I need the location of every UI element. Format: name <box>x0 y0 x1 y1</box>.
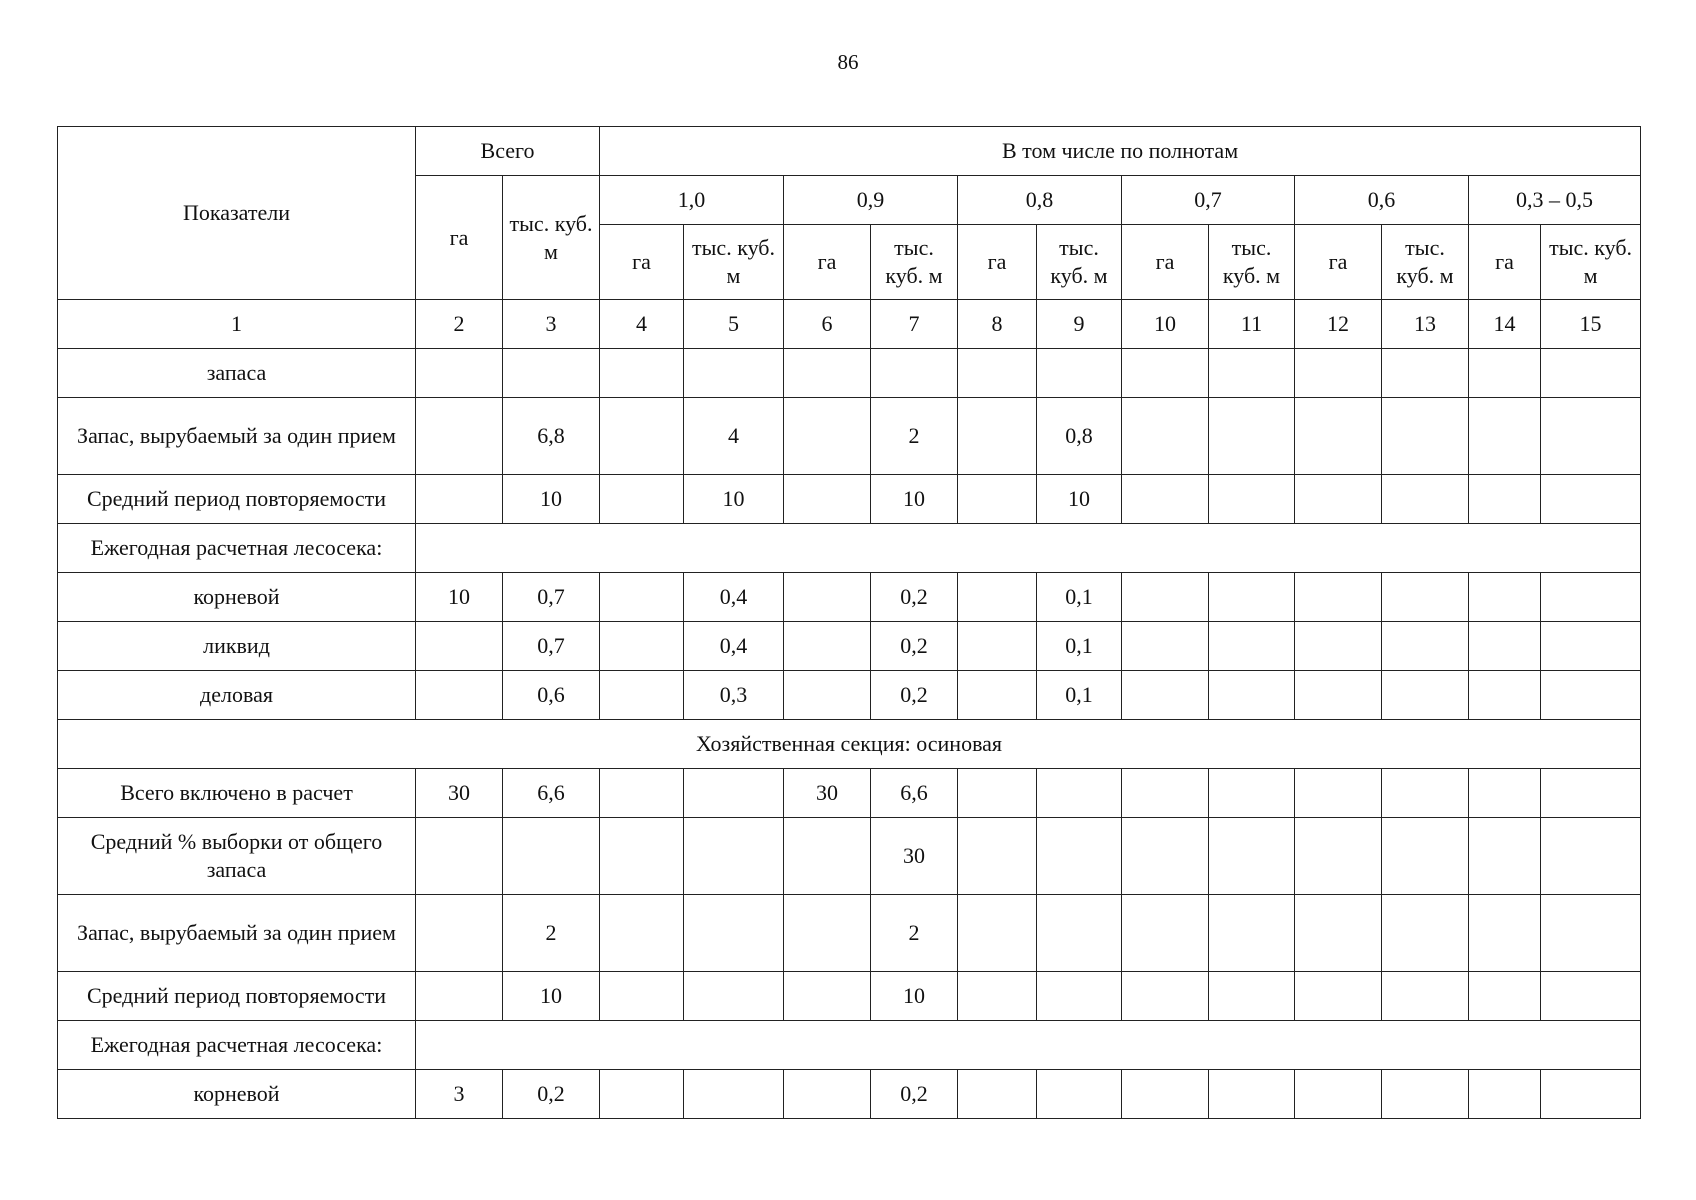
table-cell <box>1209 398 1295 475</box>
table-cell <box>1295 475 1382 524</box>
row-label: корневой <box>58 573 416 622</box>
row-label: запаса <box>58 349 416 398</box>
table-cell: 3 <box>416 1070 503 1119</box>
table-cell <box>1295 769 1382 818</box>
table-cell <box>1037 1070 1122 1119</box>
header-unit-vol: тыс. куб. м <box>1037 225 1122 300</box>
table-cell <box>1037 818 1122 895</box>
table-cell <box>1382 573 1469 622</box>
table-cell <box>784 1070 871 1119</box>
table-cell <box>1122 895 1209 972</box>
table-cell <box>416 895 503 972</box>
table-cell <box>1209 573 1295 622</box>
table-cell <box>600 622 684 671</box>
table-cell <box>416 398 503 475</box>
table-cell <box>600 573 684 622</box>
table-cell: 10 <box>416 573 503 622</box>
section-row <box>58 720 1641 769</box>
header-unit-ha: га <box>1122 225 1209 300</box>
table-row <box>58 524 1641 573</box>
row-label: Средний период повторяемости <box>58 475 416 524</box>
table-cell <box>684 1070 784 1119</box>
row-label: Всего включено в расчет <box>58 769 416 818</box>
header-unit-vol: тыс. куб. м <box>871 225 958 300</box>
column-number: 7 <box>871 300 958 349</box>
header-unit-ha: га <box>784 225 871 300</box>
column-number: 14 <box>1469 300 1541 349</box>
table-cell <box>958 475 1037 524</box>
table-cell <box>1382 622 1469 671</box>
table-cell: 0,2 <box>503 1070 600 1119</box>
header-density-0-9: 0,9 <box>784 176 958 225</box>
header-unit-vol: тыс. куб. м <box>1382 225 1469 300</box>
table-cell <box>684 818 784 895</box>
header-density-0-8: 0,8 <box>958 176 1122 225</box>
table-cell: 30 <box>784 769 871 818</box>
table-row <box>58 398 1641 475</box>
table-cell: 0,7 <box>503 622 600 671</box>
table-cell <box>1469 475 1541 524</box>
table-cell <box>600 818 684 895</box>
table-row <box>58 895 1641 972</box>
table-cell <box>1209 1070 1295 1119</box>
table-cell <box>1382 769 1469 818</box>
table-cell: 10 <box>503 972 600 1021</box>
column-number: 2 <box>416 300 503 349</box>
table-cell <box>416 349 503 398</box>
table-cell <box>958 1070 1037 1119</box>
header-unit-vol: тыс. куб. м <box>1209 225 1295 300</box>
column-number: 5 <box>684 300 784 349</box>
header-unit-ha: га <box>958 225 1037 300</box>
table-cell <box>958 349 1037 398</box>
table-cell: 0,2 <box>871 671 958 720</box>
table-cell: 0,4 <box>684 573 784 622</box>
row-label: Запас, вырубаемый за один прием <box>58 895 416 972</box>
table-cell <box>1122 1070 1209 1119</box>
table-cell <box>958 622 1037 671</box>
table-cell <box>1037 972 1122 1021</box>
row-label: Ежегодная расчетная лесосека: <box>58 1021 416 1070</box>
table-cell: 30 <box>416 769 503 818</box>
header-density-0-6: 0,6 <box>1295 176 1469 225</box>
table-cell <box>503 349 600 398</box>
table-cell <box>1541 1070 1641 1119</box>
table-cell <box>1209 622 1295 671</box>
table-cell <box>1209 475 1295 524</box>
forest-indicators-table <box>57 126 1641 1119</box>
table-cell <box>1541 349 1641 398</box>
table-cell: 10 <box>871 475 958 524</box>
table-cell <box>1469 769 1541 818</box>
table-cell <box>784 818 871 895</box>
table-cell <box>958 972 1037 1021</box>
table-cell: 0,2 <box>871 1070 958 1119</box>
table-cell <box>1122 769 1209 818</box>
table-cell <box>1469 1070 1541 1119</box>
table-row <box>58 972 1641 1021</box>
table-cell: 0,3 <box>684 671 784 720</box>
row-label: Запас, вырубаемый за один прием <box>58 398 416 475</box>
table-cell: 0,6 <box>503 671 600 720</box>
header-total-ha: га <box>416 176 503 300</box>
table-cell <box>684 972 784 1021</box>
table-cell <box>1541 671 1641 720</box>
table-cell <box>600 972 684 1021</box>
table-cell <box>684 349 784 398</box>
table-cell <box>1469 398 1541 475</box>
table-cell: 10 <box>871 972 958 1021</box>
table-cell <box>1122 475 1209 524</box>
table-cell <box>784 475 871 524</box>
table-row <box>58 1021 1641 1070</box>
table-cell <box>1541 398 1641 475</box>
table-cell: 0,2 <box>871 573 958 622</box>
table-cell <box>958 671 1037 720</box>
table-cell <box>1382 972 1469 1021</box>
table-cell <box>1382 475 1469 524</box>
table-cell: 2 <box>503 895 600 972</box>
table-cell <box>1541 895 1641 972</box>
table-cell <box>784 895 871 972</box>
table-cell <box>958 769 1037 818</box>
header-unit-ha: га <box>600 225 684 300</box>
table-cell <box>416 622 503 671</box>
table-cell <box>1541 769 1641 818</box>
table-cell <box>1382 349 1469 398</box>
table-cell <box>784 573 871 622</box>
table-cell <box>1209 349 1295 398</box>
table-cell <box>1122 671 1209 720</box>
table-cell <box>1122 349 1209 398</box>
table-cell <box>1295 1070 1382 1119</box>
table-row <box>58 622 1641 671</box>
table-cell <box>1382 895 1469 972</box>
header-unit-ha: га <box>1295 225 1382 300</box>
row-label: корневой <box>58 1070 416 1119</box>
table-cell <box>1122 398 1209 475</box>
table-cell: 30 <box>871 818 958 895</box>
column-number: 12 <box>1295 300 1382 349</box>
header-row-1 <box>58 127 1641 176</box>
table-cell <box>1209 818 1295 895</box>
row-label: ликвид <box>58 622 416 671</box>
header-density-0-3-0-5: 0,3 – 0,5 <box>1469 176 1641 225</box>
table-row <box>58 1070 1641 1119</box>
section-title: Хозяйственная секция: осиновая <box>58 720 1641 769</box>
header-density-0-7: 0,7 <box>1122 176 1295 225</box>
table-cell <box>1382 398 1469 475</box>
table-cell <box>1469 972 1541 1021</box>
column-number: 1 <box>58 300 416 349</box>
header-unit-ha: га <box>1469 225 1541 300</box>
table-cell <box>1541 475 1641 524</box>
table-cell <box>416 475 503 524</box>
table-cell <box>600 398 684 475</box>
table-cell <box>416 818 503 895</box>
table-cell <box>784 972 871 1021</box>
column-number: 4 <box>600 300 684 349</box>
column-number: 6 <box>784 300 871 349</box>
table-cell: 6,6 <box>871 769 958 818</box>
header-by-density: В том числе по полнотам <box>600 127 1641 176</box>
table-cell <box>1037 349 1122 398</box>
table-cell <box>1541 622 1641 671</box>
table-cell <box>1209 895 1295 972</box>
table-cell <box>1122 573 1209 622</box>
header-density-1-0: 1,0 <box>600 176 784 225</box>
column-number: 3 <box>503 300 600 349</box>
table-cell <box>416 671 503 720</box>
table-cell <box>1295 622 1382 671</box>
table-row <box>58 475 1641 524</box>
table-row <box>58 769 1641 818</box>
table-cell <box>958 398 1037 475</box>
table-cell <box>1382 818 1469 895</box>
column-number: 9 <box>1037 300 1122 349</box>
table-cell <box>784 349 871 398</box>
table-cell <box>1469 895 1541 972</box>
table-cell <box>1541 573 1641 622</box>
header-total: Всего <box>416 127 600 176</box>
table-cell <box>1541 818 1641 895</box>
table-cell <box>600 769 684 818</box>
table-cell: 6,8 <box>503 398 600 475</box>
table-cell <box>1295 349 1382 398</box>
table-cell <box>1209 769 1295 818</box>
table-cell <box>684 769 784 818</box>
column-number: 13 <box>1382 300 1469 349</box>
table-cell <box>958 818 1037 895</box>
table-cell: 2 <box>871 895 958 972</box>
table-cell <box>1469 349 1541 398</box>
table-cell: 0,2 <box>871 622 958 671</box>
table-cell <box>1382 1070 1469 1119</box>
table-cell <box>871 349 958 398</box>
table-cell <box>1209 671 1295 720</box>
table-cell: 0,7 <box>503 573 600 622</box>
table-cell-empty <box>416 524 1641 573</box>
table-cell <box>1122 622 1209 671</box>
table-cell <box>1469 622 1541 671</box>
column-number: 10 <box>1122 300 1209 349</box>
table-cell: 0,8 <box>1037 398 1122 475</box>
table-cell <box>1122 972 1209 1021</box>
table-cell <box>1295 398 1382 475</box>
row-label: Ежегодная расчетная лесосека: <box>58 524 416 573</box>
row-label: Средний % выборки от общего запаса <box>58 818 416 895</box>
table-cell <box>1469 671 1541 720</box>
table-row <box>58 573 1641 622</box>
table-cell: 6,6 <box>503 769 600 818</box>
table-cell <box>1382 671 1469 720</box>
table-cell <box>784 622 871 671</box>
table-cell <box>600 349 684 398</box>
table-cell <box>1295 972 1382 1021</box>
table-cell: 10 <box>503 475 600 524</box>
table-cell: 10 <box>684 475 784 524</box>
table-cell <box>958 573 1037 622</box>
column-number: 11 <box>1209 300 1295 349</box>
table-cell <box>1541 972 1641 1021</box>
table-cell <box>958 895 1037 972</box>
table-row <box>58 671 1641 720</box>
table-cell <box>784 671 871 720</box>
table-cell: 0,1 <box>1037 622 1122 671</box>
table-cell <box>600 895 684 972</box>
column-numbers-row <box>58 300 1641 349</box>
row-label: деловая <box>58 671 416 720</box>
page-number: 86 <box>837 50 859 74</box>
table-cell <box>1295 573 1382 622</box>
table-cell <box>1469 573 1541 622</box>
table-row <box>58 818 1641 895</box>
table-cell <box>1295 671 1382 720</box>
table-cell: 0,4 <box>684 622 784 671</box>
table-cell: 4 <box>684 398 784 475</box>
table-cell: 10 <box>1037 475 1122 524</box>
table-cell <box>503 818 600 895</box>
table-cell: 0,1 <box>1037 573 1122 622</box>
header-indicators: Показатели <box>58 127 416 300</box>
column-number: 8 <box>958 300 1037 349</box>
table-cell <box>684 895 784 972</box>
table-cell <box>1469 818 1541 895</box>
table-cell <box>1122 818 1209 895</box>
table-cell: 0,1 <box>1037 671 1122 720</box>
table-cell <box>1295 818 1382 895</box>
header-unit-vol: тыс. куб. м <box>684 225 784 300</box>
table-cell: 2 <box>871 398 958 475</box>
table-cell <box>1037 769 1122 818</box>
header-unit-vol: тыс. куб. м <box>1541 225 1641 300</box>
header-total-vol: тыс. куб. м <box>503 176 600 300</box>
column-number: 15 <box>1541 300 1641 349</box>
table-cell <box>600 475 684 524</box>
table-cell <box>784 398 871 475</box>
table-cell <box>1209 972 1295 1021</box>
table-cell-empty <box>416 1021 1641 1070</box>
table-cell <box>416 972 503 1021</box>
table-cell <box>600 671 684 720</box>
row-label: Средний период повторяемости <box>58 972 416 1021</box>
table-cell <box>600 1070 684 1119</box>
table-cell <box>1037 895 1122 972</box>
table-row <box>58 349 1641 398</box>
table-cell <box>1295 895 1382 972</box>
